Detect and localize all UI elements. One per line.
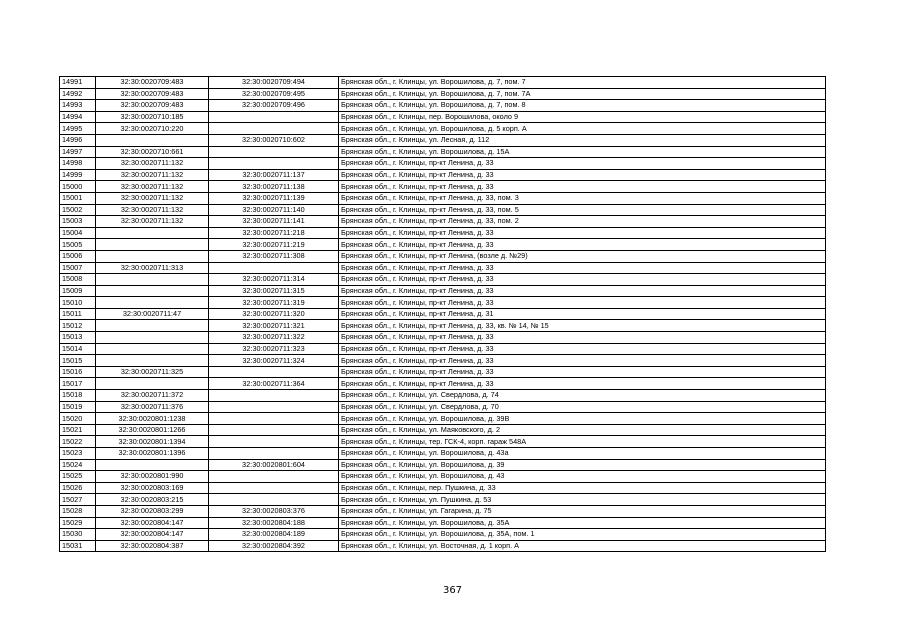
cadastral-number-cell xyxy=(96,285,209,297)
object-cadastral-number-cell: 32:30:0020711:219 xyxy=(209,239,339,251)
address-cell: Брянская обл., г. Клинцы, пр-кт Ленина, д. 33 xyxy=(339,181,826,193)
object-cadastral-number-cell xyxy=(209,424,339,436)
object-cadastral-number-cell xyxy=(209,111,339,123)
cadastral-number-cell: 32:30:0020804:387 xyxy=(96,540,209,552)
cadastral-number-cell xyxy=(96,134,209,146)
object-cadastral-number-cell xyxy=(209,158,339,170)
row-number-cell: 15015 xyxy=(60,355,96,367)
address-cell: Брянская обл., г. Клинцы, ул. Восточная, д. 1 корп. А xyxy=(339,540,826,552)
object-cadastral-number-cell: 32:30:0020709:496 xyxy=(209,100,339,112)
address-cell: Брянская обл., г. Клинцы, пр-кт Ленина, д. 33 xyxy=(339,274,826,286)
table-row xyxy=(60,204,826,216)
row-number-cell: 15006 xyxy=(60,250,96,262)
row-number-cell: 15002 xyxy=(60,204,96,216)
object-cadastral-number-cell: 32:30:0020711:314 xyxy=(209,274,339,286)
address-cell: Брянская обл., г. Клинцы, пр-кт Ленина, д. 33 xyxy=(339,239,826,251)
row-number-cell: 14991 xyxy=(60,77,96,89)
address-cell: Брянская обл., г. Клинцы, пр-кт Ленина, д. 33 xyxy=(339,285,826,297)
cadastral-number-cell: 32:30:0020709:483 xyxy=(96,100,209,112)
address-cell: Брянская обл., г. Клинцы, пр-кт Ленина, д. 33 xyxy=(339,297,826,309)
table-row xyxy=(60,169,826,181)
cadastral-number-cell: 32:30:0020801:1396 xyxy=(96,448,209,460)
row-number-cell: 15013 xyxy=(60,332,96,344)
row-number-cell: 15020 xyxy=(60,413,96,425)
table-row xyxy=(60,123,826,135)
row-number-cell: 15005 xyxy=(60,239,96,251)
object-cadastral-number-cell: 32:30:0020709:495 xyxy=(209,88,339,100)
row-number-cell: 15003 xyxy=(60,216,96,228)
object-cadastral-number-cell: 32:30:0020711:141 xyxy=(209,216,339,228)
address-cell: Брянская обл., г. Клинцы, пер. Пушкина, д. 33 xyxy=(339,482,826,494)
cadastral-number-cell xyxy=(96,378,209,390)
cadastral-number-cell: 32:30:0020711:132 xyxy=(96,181,209,193)
cadastral-number-cell: 32:30:0020711:325 xyxy=(96,366,209,378)
cadastral-number-cell xyxy=(96,239,209,251)
object-cadastral-number-cell: 32:30:0020803:376 xyxy=(209,505,339,517)
table-row xyxy=(60,448,826,460)
cadastral-number-cell: 32:30:0020803:215 xyxy=(96,494,209,506)
address-cell: Брянская обл., г. Клинцы, пр-кт Ленина, д. 33, пом. 3 xyxy=(339,192,826,204)
row-number-cell: 15027 xyxy=(60,494,96,506)
object-cadastral-number-cell: 32:30:0020804:189 xyxy=(209,529,339,541)
row-number-cell: 15025 xyxy=(60,471,96,483)
table-row xyxy=(60,216,826,228)
cadastral-number-cell: 32:30:0020711:376 xyxy=(96,401,209,413)
row-number-cell: 14996 xyxy=(60,134,96,146)
object-cadastral-number-cell: 32:30:0020711:138 xyxy=(209,181,339,193)
object-cadastral-number-cell xyxy=(209,448,339,460)
address-cell: Брянская обл., г. Клинцы, пр-кт Ленина, д. 33 xyxy=(339,262,826,274)
table-row xyxy=(60,517,826,529)
row-number-cell: 14993 xyxy=(60,100,96,112)
table-row xyxy=(60,459,826,471)
row-number-cell: 15014 xyxy=(60,343,96,355)
object-cadastral-number-cell: 32:30:0020711:218 xyxy=(209,227,339,239)
cadastral-registry-table xyxy=(59,76,826,552)
row-number-cell: 15019 xyxy=(60,401,96,413)
object-cadastral-number-cell xyxy=(209,413,339,425)
table-row xyxy=(60,529,826,541)
object-cadastral-number-cell: 32:30:0020711:322 xyxy=(209,332,339,344)
address-cell: Брянская обл., г. Клинцы, пр-кт Ленина, д. 33 xyxy=(339,343,826,355)
page-number: 367 xyxy=(442,585,463,596)
row-number-cell: 15026 xyxy=(60,482,96,494)
address-cell: Брянская обл., г. Клинцы, пр-кт Ленина, (возле д. №29) xyxy=(339,250,826,262)
table-row xyxy=(60,471,826,483)
address-cell: Брянская обл., г. Клинцы, ул. Свердлова, д. 70 xyxy=(339,401,826,413)
table-row xyxy=(60,181,826,193)
address-cell: Брянская обл., г. Клинцы, пр-кт Ленина, д. 33, пом. 2 xyxy=(339,216,826,228)
object-cadastral-number-cell: 32:30:0020711:139 xyxy=(209,192,339,204)
address-cell: Брянская обл., г. Клинцы, ул. Ворошилова, д. 39 xyxy=(339,459,826,471)
address-cell: Брянская обл., г. Клинцы, ул. Ворошилова, д. 7, пом. 8 xyxy=(339,100,826,112)
cadastral-number-cell xyxy=(96,250,209,262)
table-row xyxy=(60,378,826,390)
row-number-cell: 15022 xyxy=(60,436,96,448)
cadastral-number-cell: 32:30:0020711:132 xyxy=(96,216,209,228)
table-row xyxy=(60,146,826,158)
object-cadastral-number-cell: 32:30:0020711:321 xyxy=(209,320,339,332)
cadastral-number-cell: 32:30:0020710:220 xyxy=(96,123,209,135)
address-cell: Брянская обл., г. Клинцы, тер. ГСК-4, корп. гараж 548А xyxy=(339,436,826,448)
row-number-cell: 15004 xyxy=(60,227,96,239)
address-cell: Брянская обл., г. Клинцы, ул. Пушкина, д. 53 xyxy=(339,494,826,506)
object-cadastral-number-cell xyxy=(209,482,339,494)
cadastral-number-cell: 32:30:0020711:132 xyxy=(96,169,209,181)
address-cell: Брянская обл., г. Клинцы, ул. Ворошилова, д. 7, пом. 7А xyxy=(339,88,826,100)
row-number-cell: 14995 xyxy=(60,123,96,135)
row-number-cell: 15008 xyxy=(60,274,96,286)
address-cell: Брянская обл., г. Клинцы, пр-кт Ленина, д. 33, пом. 5 xyxy=(339,204,826,216)
table-row xyxy=(60,436,826,448)
cadastral-number-cell: 32:30:0020801:990 xyxy=(96,471,209,483)
object-cadastral-number-cell: 32:30:0020711:323 xyxy=(209,343,339,355)
address-cell: Брянская обл., г. Клинцы, пр-кт Ленина, д. 33 xyxy=(339,355,826,367)
row-number-cell: 14998 xyxy=(60,158,96,170)
object-cadastral-number-cell xyxy=(209,146,339,158)
table-row xyxy=(60,192,826,204)
cadastral-number-cell: 32:30:0020803:169 xyxy=(96,482,209,494)
table-row xyxy=(60,285,826,297)
table-row xyxy=(60,505,826,517)
object-cadastral-number-cell: 32:30:0020711:308 xyxy=(209,250,339,262)
address-cell: Брянская обл., г. Клинцы, ул. Ворошилова, д. 35А, пом. 1 xyxy=(339,529,826,541)
cadastral-number-cell xyxy=(96,227,209,239)
object-cadastral-number-cell: 32:30:0020711:320 xyxy=(209,308,339,320)
cadastral-number-cell: 32:30:0020711:47 xyxy=(96,308,209,320)
address-cell: Брянская обл., г. Клинцы, ул. Ворошилова, д. 43а xyxy=(339,448,826,460)
table-row xyxy=(60,355,826,367)
table-row xyxy=(60,494,826,506)
table-row xyxy=(60,366,826,378)
address-cell: Брянская обл., г. Клинцы, ул. Маяковского, д. 2 xyxy=(339,424,826,436)
row-number-cell: 15018 xyxy=(60,390,96,402)
row-number-cell: 15028 xyxy=(60,505,96,517)
table-row xyxy=(60,413,826,425)
table-row xyxy=(60,424,826,436)
object-cadastral-number-cell: 32:30:0020710:602 xyxy=(209,134,339,146)
object-cadastral-number-cell xyxy=(209,390,339,402)
row-number-cell: 15030 xyxy=(60,529,96,541)
table-row xyxy=(60,320,826,332)
table-row xyxy=(60,111,826,123)
cadastral-number-cell: 32:30:0020801:1266 xyxy=(96,424,209,436)
row-number-cell: 14997 xyxy=(60,146,96,158)
address-cell: Брянская обл., г. Клинцы, ул. Лесная, д. 112 xyxy=(339,134,826,146)
table-row xyxy=(60,401,826,413)
cadastral-number-cell xyxy=(96,297,209,309)
cadastral-number-cell xyxy=(96,355,209,367)
object-cadastral-number-cell: 32:30:0020804:392 xyxy=(209,540,339,552)
object-cadastral-number-cell xyxy=(209,436,339,448)
address-cell: Брянская обл., г. Клинцы, ул. Свердлова, д. 74 xyxy=(339,390,826,402)
object-cadastral-number-cell: 32:30:0020711:364 xyxy=(209,378,339,390)
row-number-cell: 15024 xyxy=(60,459,96,471)
cadastral-number-cell xyxy=(96,459,209,471)
address-cell: Брянская обл., г. Клинцы, пр-кт Ленина, д. 33, кв. № 14, № 15 xyxy=(339,320,826,332)
table-row xyxy=(60,390,826,402)
cadastral-number-cell: 32:30:0020711:132 xyxy=(96,158,209,170)
cadastral-number-cell: 32:30:0020804:147 xyxy=(96,517,209,529)
cadastral-number-cell: 32:30:0020804:147 xyxy=(96,529,209,541)
object-cadastral-number-cell: 32:30:0020804:188 xyxy=(209,517,339,529)
cadastral-number-cell xyxy=(96,274,209,286)
address-cell: Брянская обл., г. Клинцы, пр-кт Ленина, д. 33 xyxy=(339,332,826,344)
cadastral-number-cell: 32:30:0020711:313 xyxy=(96,262,209,274)
row-number-cell: 14994 xyxy=(60,111,96,123)
registry-table-body xyxy=(60,77,826,552)
cadastral-number-cell: 32:30:0020803:299 xyxy=(96,505,209,517)
address-cell: Брянская обл., г. Клинцы, пр-кт Ленина, д. 31 xyxy=(339,308,826,320)
address-cell: Брянская обл., г. Клинцы, ул. Ворошилова, д. 43 xyxy=(339,471,826,483)
row-number-cell: 15031 xyxy=(60,540,96,552)
address-cell: Брянская обл., г. Клинцы, ул. Ворошилова, д. 5 корп. А xyxy=(339,123,826,135)
object-cadastral-number-cell: 32:30:0020711:319 xyxy=(209,297,339,309)
cadastral-number-cell: 32:30:0020709:483 xyxy=(96,88,209,100)
cadastral-number-cell: 32:30:0020710:661 xyxy=(96,146,209,158)
address-cell: Брянская обл., г. Клинцы, ул. Гагарина, д. 75 xyxy=(339,505,826,517)
address-cell: Брянская обл., г. Клинцы, пр-кт Ленина, д. 33 xyxy=(339,158,826,170)
row-number-cell: 15011 xyxy=(60,308,96,320)
address-cell: Брянская обл., г. Клинцы, пр-кт Ленина, д. 33 xyxy=(339,366,826,378)
row-number-cell: 15017 xyxy=(60,378,96,390)
table-row xyxy=(60,158,826,170)
cadastral-number-cell: 32:30:0020711:372 xyxy=(96,390,209,402)
table-row xyxy=(60,100,826,112)
row-number-cell: 15021 xyxy=(60,424,96,436)
object-cadastral-number-cell: 32:30:0020709:494 xyxy=(209,77,339,89)
row-number-cell: 14992 xyxy=(60,88,96,100)
address-cell: Брянская обл., г. Клинцы, ул. Ворошилова, д. 15А xyxy=(339,146,826,158)
table-row xyxy=(60,540,826,552)
row-number-cell: 15000 xyxy=(60,181,96,193)
table-row xyxy=(60,482,826,494)
row-number-cell: 15007 xyxy=(60,262,96,274)
cadastral-number-cell xyxy=(96,343,209,355)
object-cadastral-number-cell: 32:30:0020711:324 xyxy=(209,355,339,367)
row-number-cell: 15001 xyxy=(60,192,96,204)
table-row xyxy=(60,88,826,100)
object-cadastral-number-cell xyxy=(209,366,339,378)
address-cell: Брянская обл., г. Клинцы, ул. Ворошилова, д. 39В xyxy=(339,413,826,425)
table-row xyxy=(60,332,826,344)
object-cadastral-number-cell xyxy=(209,471,339,483)
object-cadastral-number-cell xyxy=(209,123,339,135)
address-cell: Брянская обл., г. Клинцы, пр-кт Ленина, д. 33 xyxy=(339,169,826,181)
cadastral-number-cell: 32:30:0020709:483 xyxy=(96,77,209,89)
table-row xyxy=(60,227,826,239)
table-row xyxy=(60,239,826,251)
object-cadastral-number-cell xyxy=(209,262,339,274)
cadastral-number-cell xyxy=(96,332,209,344)
cadastral-number-cell: 32:30:0020801:1238 xyxy=(96,413,209,425)
address-cell: Брянская обл., г. Клинцы, пр-кт Ленина, д. 33 xyxy=(339,227,826,239)
address-cell: Брянская обл., г. Клинцы, пр-кт Ленина, д. 33 xyxy=(339,378,826,390)
table-row xyxy=(60,308,826,320)
row-number-cell: 15010 xyxy=(60,297,96,309)
row-number-cell: 15012 xyxy=(60,320,96,332)
cadastral-number-cell: 32:30:0020801:1394 xyxy=(96,436,209,448)
cadastral-number-cell: 32:30:0020711:132 xyxy=(96,204,209,216)
table-row xyxy=(60,274,826,286)
row-number-cell: 15009 xyxy=(60,285,96,297)
object-cadastral-number-cell: 32:30:0020711:315 xyxy=(209,285,339,297)
cadastral-number-cell xyxy=(96,320,209,332)
row-number-cell: 15016 xyxy=(60,366,96,378)
object-cadastral-number-cell: 32:30:0020711:137 xyxy=(209,169,339,181)
table-row xyxy=(60,134,826,146)
row-number-cell: 15029 xyxy=(60,517,96,529)
address-cell: Брянская обл., г. Клинцы, пер. Ворошилова, около 9 xyxy=(339,111,826,123)
address-cell: Брянская обл., г. Клинцы, ул. Ворошилова, д. 35А xyxy=(339,517,826,529)
row-number-cell: 14999 xyxy=(60,169,96,181)
table-row xyxy=(60,77,826,89)
cadastral-number-cell: 32:30:0020711:132 xyxy=(96,192,209,204)
object-cadastral-number-cell xyxy=(209,401,339,413)
row-number-cell: 15023 xyxy=(60,448,96,460)
object-cadastral-number-cell: 32:30:0020711:140 xyxy=(209,204,339,216)
address-cell: Брянская обл., г. Клинцы, ул. Ворошилова, д. 7, пом. 7 xyxy=(339,77,826,89)
cadastral-number-cell: 32:30:0020710:185 xyxy=(96,111,209,123)
table-row xyxy=(60,250,826,262)
table-row xyxy=(60,343,826,355)
table-row xyxy=(60,262,826,274)
object-cadastral-number-cell xyxy=(209,494,339,506)
object-cadastral-number-cell: 32:30:0020801:604 xyxy=(209,459,339,471)
table-row xyxy=(60,297,826,309)
